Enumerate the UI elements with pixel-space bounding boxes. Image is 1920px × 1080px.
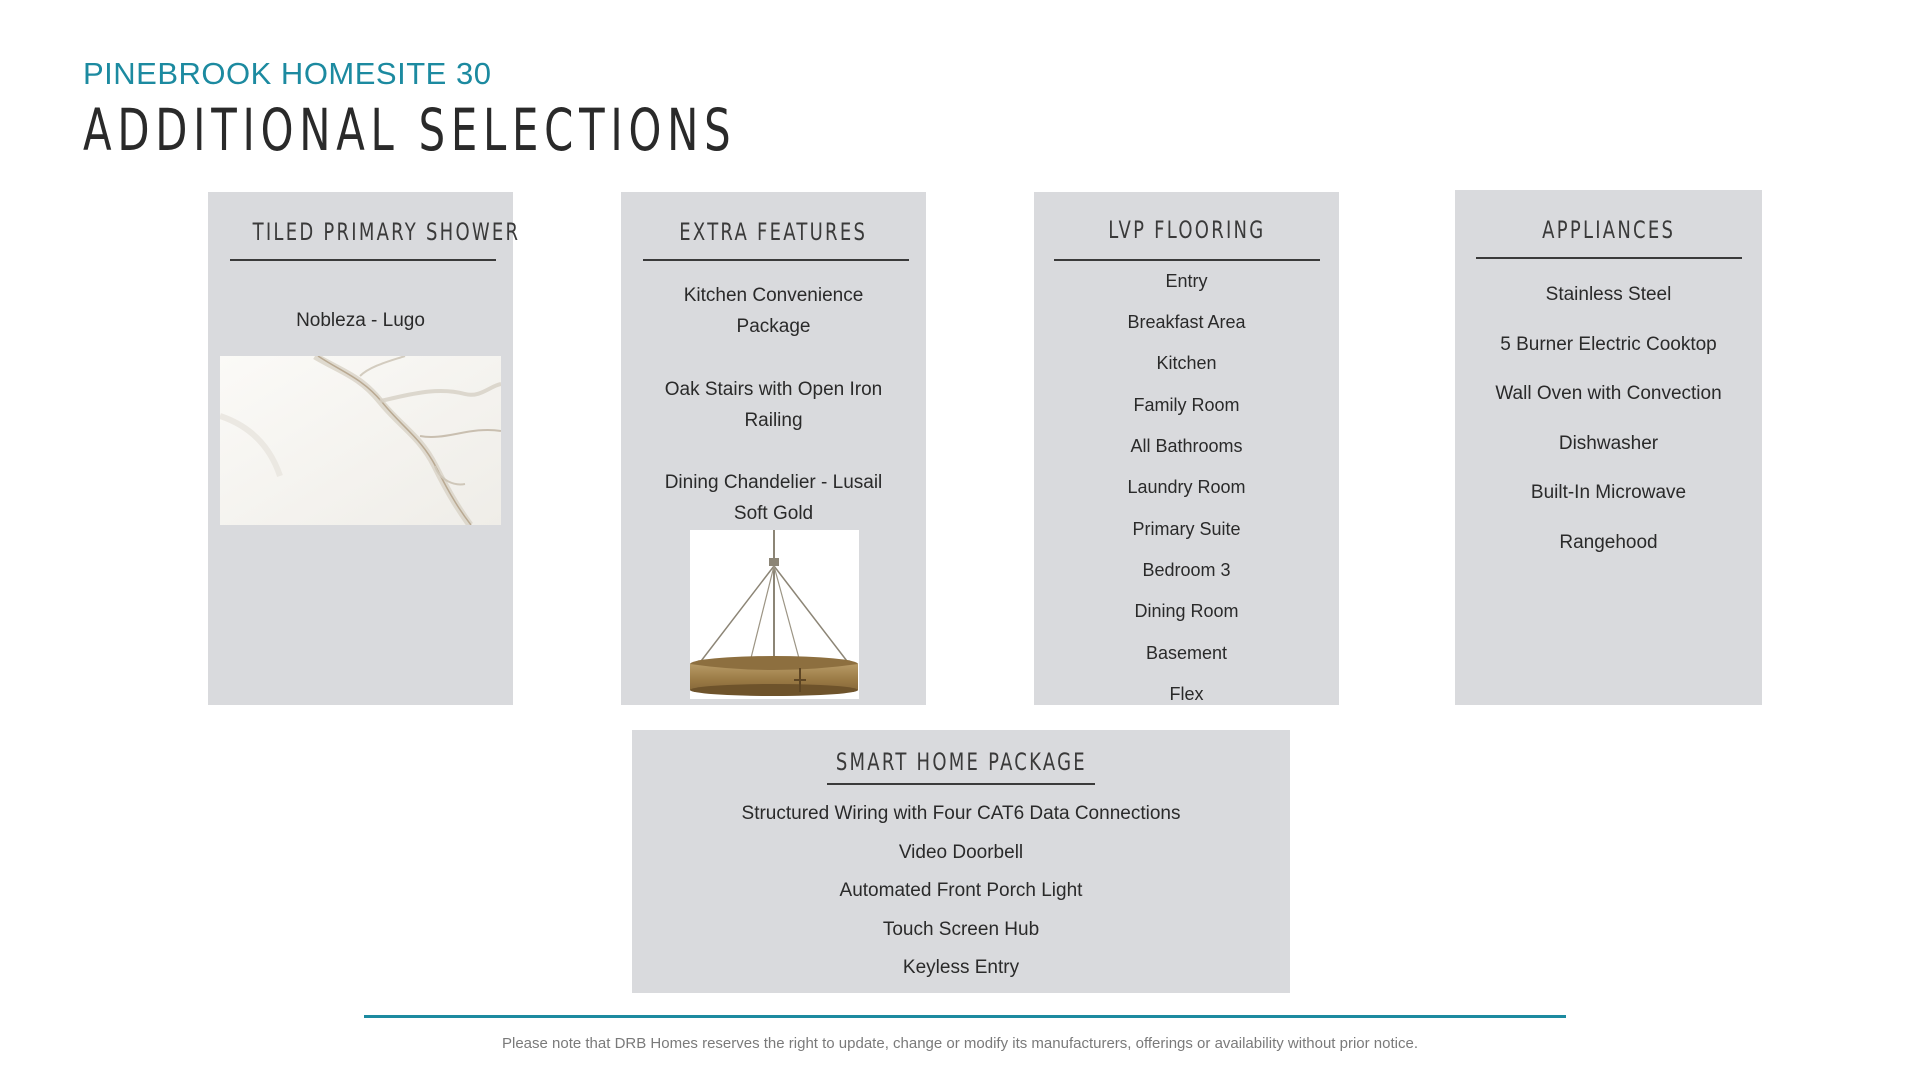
appliance-item: Built-In Microwave [1530, 482, 1687, 503]
extra-features-heading-rule [643, 259, 909, 261]
homesite-subtitle: PINEBROOK HOMESITE 30 [83, 56, 492, 91]
flooring-room-item: All Bathrooms [1130, 436, 1243, 456]
flooring-room-item: Entry [1165, 271, 1208, 291]
flooring-room-item: Basement [1145, 643, 1228, 663]
appliance-item: Rangehood [1559, 532, 1658, 553]
chandelier-icon [690, 530, 859, 699]
shower-heading: TILED PRIMARY SHOWER [252, 218, 521, 246]
extra-feature-item: Dining Chandelier - Lusail Soft Gold [664, 472, 883, 524]
lvp-flooring-card [1034, 192, 1339, 705]
smart-home-heading: SMART HOME PACKAGE [835, 748, 1087, 776]
footer-divider [364, 1015, 1566, 1018]
extra-feature-item: Oak Stairs with Open Iron Railing [664, 379, 883, 431]
flooring-room-item: Kitchen [1156, 353, 1217, 373]
footer-disclaimer: Please note that DRB Homes reserves the right to update, change or modify its manufacturers, offerings or availability without prior notice. [501, 1035, 1418, 1052]
extra-features-card [621, 192, 926, 705]
lvp-flooring-heading-rule [1054, 259, 1320, 261]
flooring-room-item: Laundry Room [1127, 477, 1246, 497]
flooring-room-item: Dining Room [1134, 601, 1239, 621]
extra-feature-item: Kitchen Convenience Package [683, 285, 864, 337]
appliance-item: Wall Oven with Convection [1495, 383, 1722, 404]
shower-tile-name: Nobleza - Lugo [296, 310, 425, 331]
flooring-room-item: Bedroom 3 [1142, 560, 1231, 580]
appliance-item: Stainless Steel [1545, 284, 1672, 305]
smart-home-heading-rule [827, 783, 1095, 785]
smart-home-item: Video Doorbell [898, 842, 1024, 863]
chandelier-image [690, 530, 859, 699]
marble-tile-swatch [220, 356, 501, 525]
lvp-flooring-heading: LVP FLOORING [1107, 216, 1266, 244]
extra-features-heading: EXTRA FEATURES [679, 218, 868, 246]
appliance-item: 5 Burner Electric Cooktop [1500, 334, 1717, 355]
shower-heading-rule [230, 259, 496, 261]
smart-home-item: Automated Front Porch Light [839, 880, 1083, 901]
shower-card [208, 192, 521, 705]
appliances-heading-rule [1476, 257, 1742, 259]
smart-home-item: Touch Screen Hub [882, 919, 1040, 940]
smart-home-card [632, 730, 1290, 993]
appliances-heading: APPLIANCES [1541, 216, 1676, 244]
appliance-item: Dishwasher [1558, 433, 1659, 454]
appliances-card [1455, 190, 1762, 705]
flooring-room-item: Family Room [1133, 395, 1240, 415]
marble-vein-image [220, 356, 501, 525]
smart-home-item: Structured Wiring with Four CAT6 Data Connections [741, 803, 1181, 824]
smart-home-item: Keyless Entry [902, 957, 1020, 978]
flooring-room-item: Breakfast Area [1127, 312, 1246, 332]
flooring-room-item: Flex [1169, 684, 1204, 704]
flooring-room-item: Primary Suite [1132, 519, 1241, 539]
page-title: ADDITIONAL SELECTIONS [83, 96, 737, 164]
